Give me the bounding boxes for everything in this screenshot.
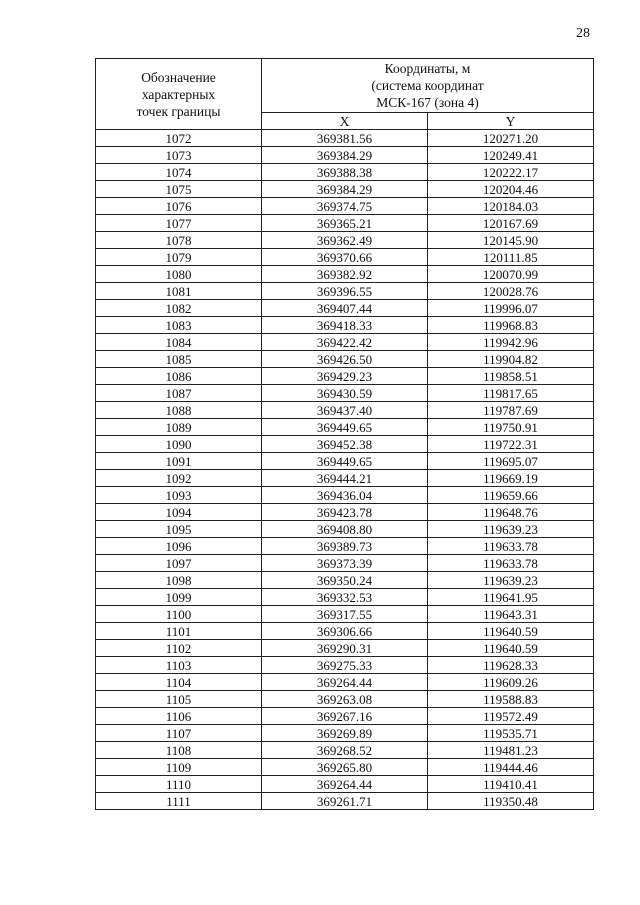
y-coordinate-cell: 119858.51 bbox=[428, 368, 594, 385]
table-row bbox=[96, 640, 594, 657]
table-row bbox=[96, 742, 594, 759]
y-coordinate-cell: 119750.91 bbox=[428, 419, 594, 436]
y-coordinate-cell: 119410.41 bbox=[428, 776, 594, 793]
table-row bbox=[96, 623, 594, 640]
y-coordinate-cell: 119350.48 bbox=[428, 793, 594, 810]
point-id-cell: 1084 bbox=[96, 334, 262, 351]
point-id-cell: 1103 bbox=[96, 657, 262, 674]
y-coordinate-cell: 119640.59 bbox=[428, 640, 594, 657]
x-coordinate-cell: 369268.52 bbox=[262, 742, 428, 759]
point-id-cell: 1105 bbox=[96, 691, 262, 708]
point-id-cell: 1072 bbox=[96, 130, 262, 147]
x-coordinate-cell: 369429.23 bbox=[262, 368, 428, 385]
header-point-designation bbox=[96, 59, 262, 130]
x-coordinate-cell: 369430.59 bbox=[262, 385, 428, 402]
x-coordinate-cell: 369452.38 bbox=[262, 436, 428, 453]
y-coordinate-cell: 119722.31 bbox=[428, 436, 594, 453]
y-coordinate-cell: 120222.17 bbox=[428, 164, 594, 181]
x-coordinate-cell: 369332.53 bbox=[262, 589, 428, 606]
point-id-cell: 1106 bbox=[96, 708, 262, 725]
x-coordinate-cell: 369290.31 bbox=[262, 640, 428, 657]
table-row bbox=[96, 470, 594, 487]
y-coordinate-cell: 119817.65 bbox=[428, 385, 594, 402]
point-id-cell: 1089 bbox=[96, 419, 262, 436]
table-row bbox=[96, 555, 594, 572]
table-row bbox=[96, 606, 594, 623]
header-x: X bbox=[262, 113, 428, 130]
x-coordinate-cell: 369365.21 bbox=[262, 215, 428, 232]
table-row bbox=[96, 521, 594, 538]
point-id-cell: 1088 bbox=[96, 402, 262, 419]
header-coords-line-3: МСК-167 (зона 4) bbox=[376, 95, 479, 110]
x-coordinate-cell: 369362.49 bbox=[262, 232, 428, 249]
page-number: 28 bbox=[576, 26, 590, 41]
y-coordinate-cell: 119535.71 bbox=[428, 725, 594, 742]
point-id-cell: 1107 bbox=[96, 725, 262, 742]
table-row bbox=[96, 232, 594, 249]
y-coordinate-cell: 119669.19 bbox=[428, 470, 594, 487]
x-coordinate-cell: 369396.55 bbox=[262, 283, 428, 300]
x-coordinate-cell: 369264.44 bbox=[262, 776, 428, 793]
point-id-cell: 1095 bbox=[96, 521, 262, 538]
x-coordinate-cell: 369444.21 bbox=[262, 470, 428, 487]
y-coordinate-cell: 119639.23 bbox=[428, 572, 594, 589]
table-row bbox=[96, 674, 594, 691]
table-row bbox=[96, 538, 594, 555]
y-coordinate-cell: 119648.76 bbox=[428, 504, 594, 521]
x-coordinate-cell: 369426.50 bbox=[262, 351, 428, 368]
table-row bbox=[96, 266, 594, 283]
y-coordinate-cell: 119641.95 bbox=[428, 589, 594, 606]
table-row bbox=[96, 657, 594, 674]
table-row bbox=[96, 419, 594, 436]
table-row bbox=[96, 198, 594, 215]
table-row bbox=[96, 334, 594, 351]
x-coordinate-cell: 369265.80 bbox=[262, 759, 428, 776]
table-row bbox=[96, 725, 594, 742]
table-row bbox=[96, 691, 594, 708]
table-row bbox=[96, 147, 594, 164]
x-coordinate-cell: 369388.38 bbox=[262, 164, 428, 181]
point-id-cell: 1082 bbox=[96, 300, 262, 317]
x-coordinate-cell: 369373.39 bbox=[262, 555, 428, 572]
y-coordinate-cell: 119643.31 bbox=[428, 606, 594, 623]
table-row bbox=[96, 368, 594, 385]
x-coordinate-cell: 369382.92 bbox=[262, 266, 428, 283]
y-coordinate-cell: 119968.83 bbox=[428, 317, 594, 334]
point-id-cell: 1085 bbox=[96, 351, 262, 368]
x-coordinate-cell: 369261.71 bbox=[262, 793, 428, 810]
y-coordinate-cell: 120111.85 bbox=[428, 249, 594, 266]
table-header bbox=[96, 59, 594, 130]
table-row bbox=[96, 589, 594, 606]
table-row bbox=[96, 283, 594, 300]
point-id-cell: 1086 bbox=[96, 368, 262, 385]
point-id-cell: 1077 bbox=[96, 215, 262, 232]
table-row bbox=[96, 572, 594, 589]
y-coordinate-cell: 119444.46 bbox=[428, 759, 594, 776]
point-id-cell: 1080 bbox=[96, 266, 262, 283]
point-id-cell: 1111 bbox=[96, 793, 262, 810]
point-id-cell: 1108 bbox=[96, 742, 262, 759]
x-coordinate-cell: 369264.44 bbox=[262, 674, 428, 691]
header-coords-line-1: Координаты, м bbox=[384, 61, 471, 76]
table-row bbox=[96, 504, 594, 521]
y-coordinate-cell: 120070.99 bbox=[428, 266, 594, 283]
y-coordinate-cell: 119633.78 bbox=[428, 538, 594, 555]
point-id-cell: 1102 bbox=[96, 640, 262, 657]
x-coordinate-cell: 369422.42 bbox=[262, 334, 428, 351]
header-point-line-2: характерных bbox=[141, 86, 216, 102]
x-coordinate-cell: 369418.33 bbox=[262, 317, 428, 334]
coordinates-table bbox=[95, 58, 594, 810]
x-coordinate-cell: 369436.04 bbox=[262, 487, 428, 504]
x-coordinate-cell: 369384.29 bbox=[262, 147, 428, 164]
point-id-cell: 1093 bbox=[96, 487, 262, 504]
point-id-cell: 1101 bbox=[96, 623, 262, 640]
x-coordinate-cell: 369306.66 bbox=[262, 623, 428, 640]
header-y: Y bbox=[428, 113, 594, 130]
x-coordinate-cell: 369370.66 bbox=[262, 249, 428, 266]
table-row bbox=[96, 215, 594, 232]
table-row bbox=[96, 436, 594, 453]
table-row bbox=[96, 759, 594, 776]
table-row bbox=[96, 453, 594, 470]
header-coords-line-2: (система координат bbox=[371, 78, 484, 93]
x-coordinate-cell: 369389.73 bbox=[262, 538, 428, 555]
table-row bbox=[96, 351, 594, 368]
table-row bbox=[96, 300, 594, 317]
x-coordinate-cell: 369408.80 bbox=[262, 521, 428, 538]
header-point-line-1: Обозначение bbox=[141, 69, 216, 85]
y-coordinate-cell: 119659.66 bbox=[428, 487, 594, 504]
point-id-cell: 1097 bbox=[96, 555, 262, 572]
x-coordinate-cell: 369449.65 bbox=[262, 419, 428, 436]
point-id-cell: 1075 bbox=[96, 181, 262, 198]
table-row bbox=[96, 776, 594, 793]
y-coordinate-cell: 120271.20 bbox=[428, 130, 594, 147]
point-id-cell: 1091 bbox=[96, 453, 262, 470]
x-coordinate-cell: 369384.29 bbox=[262, 181, 428, 198]
point-id-cell: 1073 bbox=[96, 147, 262, 164]
x-coordinate-cell: 369374.75 bbox=[262, 198, 428, 215]
y-coordinate-cell: 119787.69 bbox=[428, 402, 594, 419]
table-row bbox=[96, 164, 594, 181]
y-coordinate-cell: 119481.23 bbox=[428, 742, 594, 759]
point-id-cell: 1096 bbox=[96, 538, 262, 555]
point-id-cell: 1079 bbox=[96, 249, 262, 266]
x-coordinate-cell: 369350.24 bbox=[262, 572, 428, 589]
x-coordinate-cell: 369275.33 bbox=[262, 657, 428, 674]
x-coordinate-cell: 369317.55 bbox=[262, 606, 428, 623]
table-row bbox=[96, 402, 594, 419]
point-id-cell: 1087 bbox=[96, 385, 262, 402]
table-row bbox=[96, 317, 594, 334]
point-id-cell: 1074 bbox=[96, 164, 262, 181]
y-coordinate-cell: 119996.07 bbox=[428, 300, 594, 317]
table-row bbox=[96, 385, 594, 402]
point-id-cell: 1083 bbox=[96, 317, 262, 334]
point-id-cell: 1094 bbox=[96, 504, 262, 521]
y-coordinate-cell: 120249.41 bbox=[428, 147, 594, 164]
x-coordinate-cell: 369449.65 bbox=[262, 453, 428, 470]
x-coordinate-cell: 369381.56 bbox=[262, 130, 428, 147]
x-coordinate-cell: 369437.40 bbox=[262, 402, 428, 419]
point-id-cell: 1098 bbox=[96, 572, 262, 589]
y-coordinate-cell: 119609.26 bbox=[428, 674, 594, 691]
table-row bbox=[96, 793, 594, 810]
y-coordinate-cell: 119588.83 bbox=[428, 691, 594, 708]
y-coordinate-cell: 119633.78 bbox=[428, 555, 594, 572]
table-body bbox=[96, 130, 594, 810]
table-row bbox=[96, 708, 594, 725]
point-id-cell: 1109 bbox=[96, 759, 262, 776]
point-id-cell: 1099 bbox=[96, 589, 262, 606]
x-coordinate-cell: 369269.89 bbox=[262, 725, 428, 742]
y-coordinate-cell: 119904.82 bbox=[428, 351, 594, 368]
y-coordinate-cell: 120184.03 bbox=[428, 198, 594, 215]
table-row bbox=[96, 249, 594, 266]
point-id-cell: 1110 bbox=[96, 776, 262, 793]
point-id-cell: 1092 bbox=[96, 470, 262, 487]
y-coordinate-cell: 120204.46 bbox=[428, 181, 594, 198]
header-coordinates bbox=[262, 59, 594, 113]
y-coordinate-cell: 120167.69 bbox=[428, 215, 594, 232]
y-coordinate-cell: 119942.96 bbox=[428, 334, 594, 351]
point-id-cell: 1078 bbox=[96, 232, 262, 249]
x-coordinate-cell: 369263.08 bbox=[262, 691, 428, 708]
point-id-cell: 1081 bbox=[96, 283, 262, 300]
y-coordinate-cell: 119695.07 bbox=[428, 453, 594, 470]
table-row bbox=[96, 130, 594, 147]
point-id-cell: 1104 bbox=[96, 674, 262, 691]
point-id-cell: 1090 bbox=[96, 436, 262, 453]
table-row bbox=[96, 181, 594, 198]
point-id-cell: 1100 bbox=[96, 606, 262, 623]
y-coordinate-cell: 119628.33 bbox=[428, 657, 594, 674]
x-coordinate-cell: 369423.78 bbox=[262, 504, 428, 521]
table-row bbox=[96, 487, 594, 504]
y-coordinate-cell: 119639.23 bbox=[428, 521, 594, 538]
y-coordinate-cell: 120028.76 bbox=[428, 283, 594, 300]
y-coordinate-cell: 119572.49 bbox=[428, 708, 594, 725]
x-coordinate-cell: 369407.44 bbox=[262, 300, 428, 317]
x-coordinate-cell: 369267.16 bbox=[262, 708, 428, 725]
y-coordinate-cell: 119640.59 bbox=[428, 623, 594, 640]
header-point-line-3: точек границы bbox=[136, 103, 221, 119]
point-id-cell: 1076 bbox=[96, 198, 262, 215]
y-coordinate-cell: 120145.90 bbox=[428, 232, 594, 249]
